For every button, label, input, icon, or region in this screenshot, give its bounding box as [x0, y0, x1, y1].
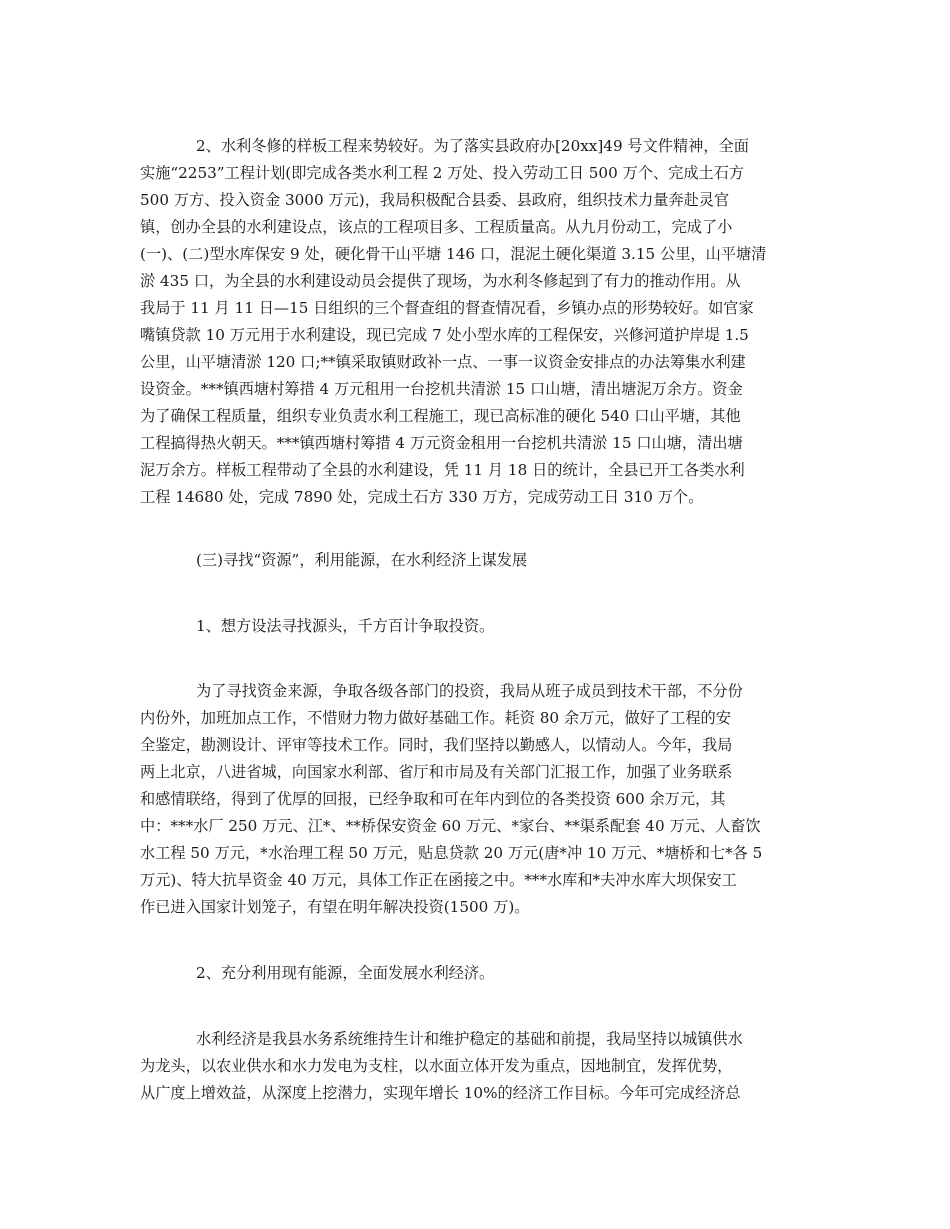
- paragraph-line: 全鉴定，勘测设计、评审等技术工作。同时，我们坚持以勤感人，以情动人。今年，我局: [140, 736, 733, 754]
- paragraph-line: 500 万方、投入资金 3000 万元)，我局积极配合县委、县政府，组织技术力量奔赴灵官: [140, 191, 730, 209]
- paragraph-line: 两上北京，八进省城，向国家水利部、省厅和市局及有关部门汇报工作，加强了业务联系: [140, 763, 733, 781]
- paragraph-line: 水利经济是我县水务系统维持生计和维护稳定的基础和前提，我局坚持以城镇供水: [196, 1030, 743, 1048]
- paragraph-line: 公里，山平塘清淤 120 口;**镇采取镇财政补一点、一事一议资金安排点的办法筹集水利建: [140, 353, 746, 371]
- paragraph-line: 我局于 11 月 11 日—15 日组织的三个督查组的督查情况看，乡镇办点的形势较好。如官家: [140, 299, 754, 317]
- paragraph-line: 淤 435 口，为全县的水利建设动员会提供了现场，为水利冬修起到了有力的推动作用。从: [140, 272, 741, 290]
- paragraph-line: 万元)、特大抗旱资金 40 万元，具体工作正在函接之中。***水库和*夫冲水库大坝保安工: [140, 871, 737, 889]
- subheading-water-economy: 2、充分利用现有能源，全面发展水利经济。: [196, 964, 495, 982]
- paragraph-line: 工程搞得热火朝天。***镇西塘村筹措 4 万元资金租用一台挖机共清淤 15 口山塘，清出塘: [140, 434, 743, 452]
- paragraph-line: 为了寻找资金来源，争取各级各部门的投资，我局从班子成员到技术干部，不分份: [196, 682, 743, 700]
- paragraph-water-economy: [140, 1026, 810, 1107]
- paragraph-line: 工程 14680 处，完成 7890 处，完成土石方 330 万方，完成劳动工日 310 万个。: [140, 488, 704, 506]
- section-heading: (三)寻找“资源”，利用能源，在水利经济上谋发展: [196, 551, 528, 569]
- paragraph-seek-funding: [140, 678, 810, 921]
- subheading-seek-investment: 1、想方设法寻找源头，千方百计争取投资。: [196, 617, 495, 635]
- paragraph-line: 中：***水厂 250 万元、江*、**桥保安资金 60 万元、*家台、**渠系配套 40 万元、人畜饮: [140, 817, 761, 835]
- paragraph-line: 为了确保工程质量，组织专业负责水利工程施工，现已高标准的硬化 540 口山平塘，其他: [140, 407, 741, 425]
- paragraph-line: (一)、(二)型水库保安 9 处，硬化骨干山平塘 146 口，混泥土硬化渠道 3.15 公里，山平塘清: [140, 245, 767, 263]
- paragraph-line: 内份外，加班加点工作，不惜财力物力做好基础工作。耗资 80 余万元，做好了工程的安: [140, 709, 731, 727]
- paragraph-line: 从广度上增效益，从深度上挖潜力，实现年增长 10%的经济工作目标。今年可完成经济总: [140, 1084, 741, 1102]
- paragraph-line: 实施“2253”工程计划(即完成各类水利工程 2 万处、投入劳动工日 500 万个、完成土石方: [140, 164, 745, 182]
- paragraph-line: 为龙头，以农业供水和水力发电为支柱，以水面立体开发为重点，因地制宜，发挥优势，: [140, 1057, 733, 1075]
- paragraph-line: 作已进入国家计划笼子，有望在明年解决投资(1500 万)。: [140, 898, 530, 916]
- paragraph-line: 2、水利冬修的样板工程来势较好。为了落实县政府办[20xx]49 号文件精神，全面: [196, 137, 749, 155]
- paragraph-water-conservancy-winter-repair: [140, 133, 810, 511]
- paragraph-line: 和感情联络，得到了优厚的回报，已经争取和可在年内到位的各类投资 600 余万元，其: [140, 790, 726, 808]
- paragraph-line: 水工程 50 万元，*水治理工程 50 万元，贴息贷款 20 万元(唐*冲 10 万元、*塘桥和七*各 5: [140, 844, 763, 862]
- paragraph-line: 设资金。***镇西塘村筹措 4 万元租用一台挖机共清淤 15 口山塘，清出塘泥万余方。资金: [140, 380, 743, 398]
- paragraph-line: 镇，创办全县的水利建设点，该点的工程项目多、工程质量高。从九月份动工，完成了小: [140, 218, 733, 236]
- paragraph-line: 嘴镇贷款 10 万元用于水利建设，现已完成 7 处小型水库的工程保安，兴修河道护岸堤 1.5: [140, 326, 749, 344]
- paragraph-line: 泥万余方。样板工程带动了全县的水利建设，凭 11 月 18 日的统计，全县已开工各类水利: [140, 461, 745, 479]
